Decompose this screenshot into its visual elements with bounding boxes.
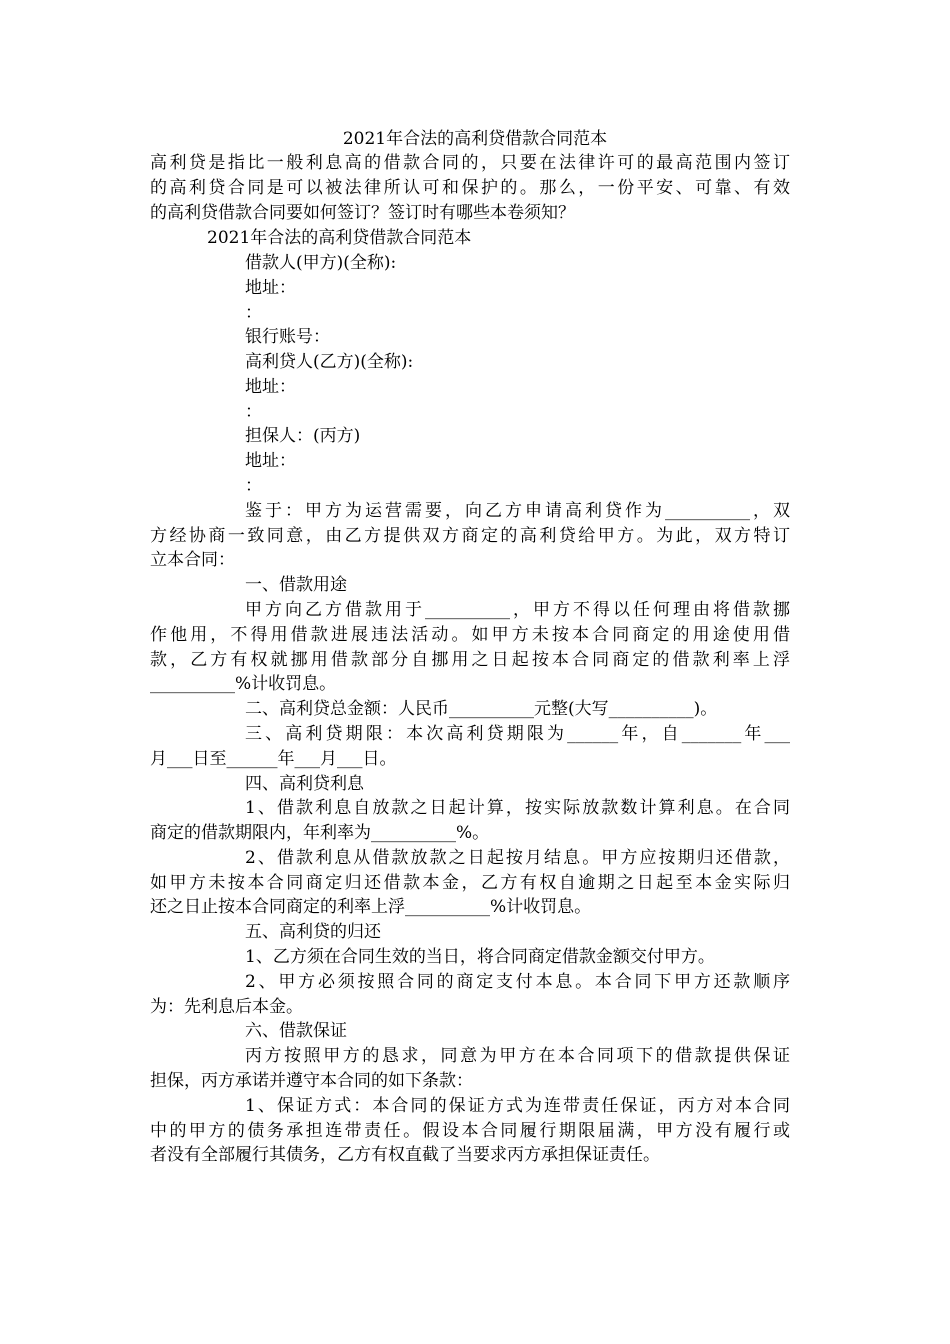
section-2-total-amount: 二、高利贷总金额：人民币__________元整(大写__________)。 [245, 699, 718, 719]
party-borrower-address: 地址： [245, 278, 296, 298]
party-lender-name: 高利贷人(乙方)(全称): [245, 352, 414, 372]
section-4-1-line-2: 商定的借款期限内，年利率为__________%。 [150, 823, 490, 843]
section-1-line-4: __________%计收罚息。 [150, 674, 337, 694]
section-4-1-line-1: 1、借款利息自放款之日起计算，按实际放款数计算利息。在合同 [245, 798, 790, 818]
section-6-1-line-1: 1、保证方式：本合同的保证方式为连带责任保证，丙方对本合同 [245, 1096, 790, 1116]
document-title: 2021年合法的高利贷借款合同范本 [342, 129, 608, 149]
section-4-2-line-2: 如甲方未按本合同商定归还借款本金，乙方有权自逾期之日起至本金实际归 [150, 873, 790, 893]
section-4-heading: 四、高利贷利息 [245, 774, 364, 794]
section-6-line-1: 丙方按照甲方的恳求，同意为甲方在本合同项下的借款提供保证 [245, 1046, 790, 1066]
section-5-1: 1、乙方须在合同生效的当日，将合同商定借款金额交付甲方。 [245, 947, 715, 967]
section-6-heading: 六、借款保证 [245, 1021, 347, 1041]
section-5-2-line-1: 2、甲方必须按照合同的商定支付本息。本合同下甲方还款顺序 [245, 972, 790, 992]
section-6-1-line-3: 者没有全部履行其债务，乙方有权直截了当要求丙方承担保证责任。 [150, 1145, 660, 1165]
section-6-1-line-2: 中的甲方的债务承担连带责任。假设本合同履行期限届满，甲方没有履行或 [150, 1121, 790, 1141]
section-1-line-2: 作他用，不得用借款进展违法活动。如甲方未按本合同商定的用途使用借 [150, 625, 790, 645]
contract-subtitle: 2021年合法的高利贷借款合同范本 [207, 228, 472, 248]
section-4-2-line-1: 2、借款利息从借款放款之日起按月结息。甲方应按期归还借款， [245, 848, 790, 868]
section-3-line-2: 月___日至______年___月___日。 [150, 749, 397, 769]
party-guarantor-colon: ： [245, 476, 262, 496]
recital-line-2: 方经协商一致同意，由乙方提供双方商定的高利贷给甲方。为此，双方特订 [150, 526, 790, 546]
intro-line-3: 的高利贷借款合同要如何签订？签订时有哪些本卷须知？ [150, 203, 575, 223]
party-borrower-colon: ： [245, 303, 262, 323]
section-1-line-3: 款，乙方有权就挪用借款部分自挪用之日起按本合同商定的借款利率上浮 [150, 650, 790, 670]
intro-line-1: 高利贷是指比一般利息高的借款合同的，只要在法律许可的最高范围内签订 [150, 153, 790, 173]
section-4-2-line-3: 还之日止按本合同商定的利率上浮__________%计收罚息。 [150, 897, 592, 917]
party-lender-colon: ： [245, 402, 262, 422]
recital-line-3: 立本合同： [150, 550, 235, 570]
section-5-heading: 五、高利贷的归还 [245, 922, 381, 942]
section-1-line-1: 甲方向乙方借款用于__________，甲方不得以任何理由将借款挪 [245, 600, 790, 620]
intro-line-2: 的高利贷合同是可以被法律所认可和保护的。那么，一份平安、可靠、有效 [150, 178, 790, 198]
party-lender-address: 地址： [245, 377, 296, 397]
section-6-line-2: 担保，丙方承诺并遵守本合同的如下条款： [150, 1071, 473, 1091]
party-guarantor-address: 地址： [245, 451, 296, 471]
recital-line-1: 鉴于：甲方为运营需要，向乙方申请高利贷作为__________，双 [245, 501, 790, 521]
party-guarantor-name: 担保人：(丙方) [245, 426, 361, 446]
party-borrower-name: 借款人(甲方)(全称): [245, 253, 397, 273]
party-borrower-bank-account: 银行账号： [245, 327, 330, 347]
section-5-2-line-2: 为：先利息后本金。 [150, 997, 303, 1017]
section-3-line-1: 三、高利贷期限：本次高利贷期限为______年，自_______年___ [245, 724, 790, 744]
section-1-heading: 一、借款用途 [245, 575, 347, 595]
